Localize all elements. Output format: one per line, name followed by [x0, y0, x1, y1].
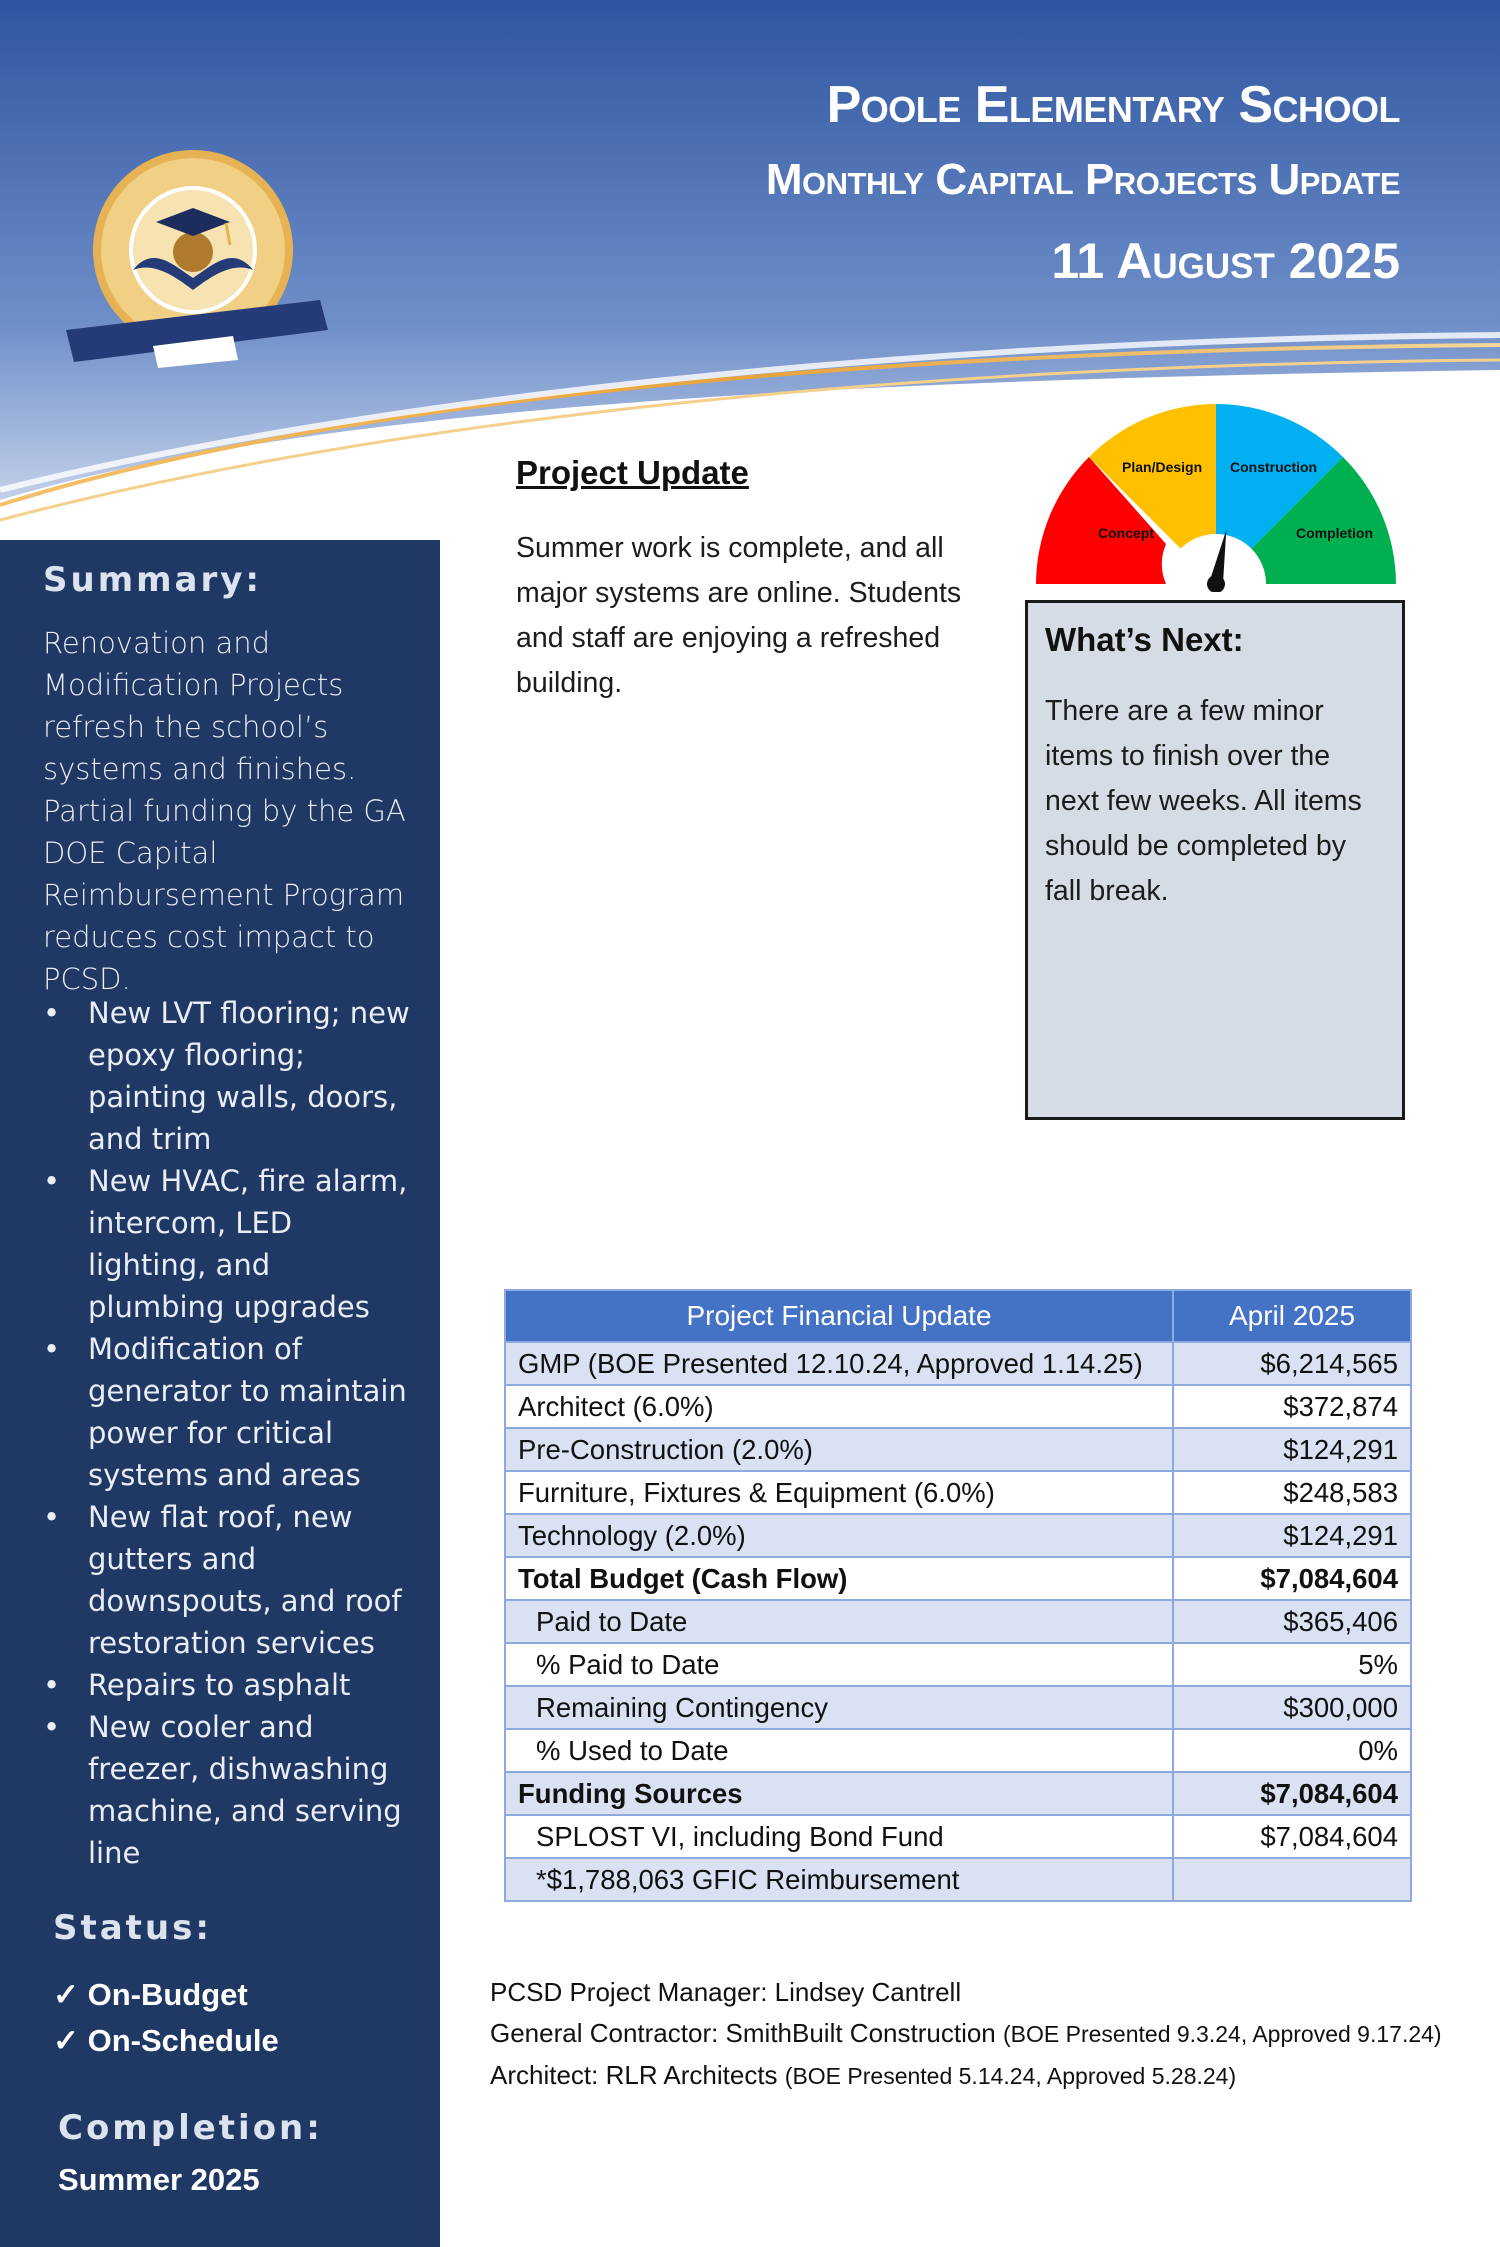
- row-value: $124,291: [1173, 1514, 1411, 1557]
- table-row: [505, 1471, 1411, 1514]
- list-item: [43, 1664, 413, 1706]
- row-label: Funding Sources: [505, 1772, 1173, 1815]
- table-row: [505, 1385, 1411, 1428]
- table-row: [505, 1342, 1411, 1385]
- row-value: $6,214,565: [1173, 1342, 1411, 1385]
- bullet-icon: •: [43, 1710, 61, 1744]
- row-value: $7,084,604: [1173, 1815, 1411, 1858]
- bullet-icon: •: [43, 1500, 61, 1534]
- gauge-label-construction: Construction: [1230, 459, 1318, 475]
- district-seal-icon: [58, 150, 338, 390]
- financial-table: [504, 1289, 1412, 1902]
- table-row: [505, 1686, 1411, 1729]
- report-date: 11 August 2025: [1051, 233, 1400, 289]
- row-value: $365,406: [1173, 1600, 1411, 1643]
- status-on-schedule: ✓ On-Schedule: [53, 2023, 279, 2058]
- sidebar: [0, 540, 440, 2247]
- list-item: [43, 1328, 413, 1496]
- row-label: Remaining Contingency: [505, 1686, 1173, 1729]
- list-item-text: New cooler and freezer, dishwashing machine, and serving line: [88, 1710, 402, 1870]
- row-label: *$1,788,063 GFIC Reimbursement: [505, 1858, 1173, 1901]
- table-header-row: [505, 1290, 1411, 1342]
- row-value: $300,000: [1173, 1686, 1411, 1729]
- district-logo: [58, 150, 338, 390]
- list-item: [43, 1496, 413, 1664]
- row-value: [1173, 1858, 1411, 1901]
- progress-gauge: [1034, 402, 1398, 592]
- row-label: % Used to Date: [505, 1729, 1173, 1772]
- gauge-label-concept: Concept: [1098, 525, 1154, 541]
- title-block: [766, 72, 1400, 300]
- table-row: [505, 1600, 1411, 1643]
- table-row: [505, 1858, 1411, 1901]
- gauge-svg: [1034, 402, 1398, 592]
- row-value: $7,084,604: [1173, 1557, 1411, 1600]
- row-value: 0%: [1173, 1729, 1411, 1772]
- general-contractor-line: [490, 2013, 1442, 2055]
- contractor-approval-note: (BOE Presented 9.3.24, Approved 9.17.24): [1003, 2021, 1442, 2047]
- summary-text: Renovation and Modification Projects refresh the school’s systems and finishes. Partial funding by the GA DOE Capital Reimbursement Program reduces cost impact to PCSD.: [43, 626, 406, 996]
- row-label: Total Budget (Cash Flow): [505, 1557, 1173, 1600]
- table-row: [505, 1729, 1411, 1772]
- project-update-text: Summer work is complete, and all major systems are online. Students and staff are enjoying a refreshed building.: [516, 532, 962, 699]
- list-item-text: Modification of generator to maintain power for critical systems and areas: [88, 1332, 407, 1492]
- report-subtitle: Monthly Capital Projects Update: [765, 155, 1400, 204]
- table-row: [505, 1643, 1411, 1686]
- column-header-amount: April 2025: [1173, 1290, 1411, 1342]
- row-value: $7,084,604: [1173, 1772, 1411, 1815]
- list-item-text: New LVT flooring; new epoxy flooring; painting walls, doors, and trim: [88, 996, 410, 1156]
- row-label: SPLOST VI, including Bond Fund: [505, 1815, 1173, 1858]
- project-contacts: [490, 1972, 1442, 2097]
- project-manager: PCSD Project Manager: Lindsey Cantrell: [490, 1977, 962, 2007]
- gauge-label-plan-design: Plan/Design: [1122, 459, 1203, 475]
- list-item: [43, 1706, 413, 1874]
- bullet-icon: •: [43, 1332, 61, 1366]
- row-value: $124,291: [1173, 1428, 1411, 1471]
- table-row: [505, 1514, 1411, 1557]
- row-label: % Paid to Date: [505, 1643, 1173, 1686]
- school-name: Poole Elementary School: [826, 76, 1400, 134]
- status-list: [53, 1972, 279, 2064]
- status-heading: Status:: [53, 1908, 212, 1948]
- bullet-icon: •: [43, 1668, 61, 1702]
- row-label: Technology (2.0%): [505, 1514, 1173, 1557]
- summary-heading: Summary:: [43, 560, 263, 600]
- row-label: GMP (BOE Presented 12.10.24, Approved 1.14.25): [505, 1342, 1173, 1385]
- row-value: $372,874: [1173, 1385, 1411, 1428]
- whats-next-text: There are a few minor items to finish over the next few weeks. All items should be completed by fall break.: [1045, 695, 1362, 907]
- row-label: Architect (6.0%): [505, 1385, 1173, 1428]
- scope-list: [43, 992, 413, 1874]
- row-value: 5%: [1173, 1643, 1411, 1686]
- table-row: [505, 1428, 1411, 1471]
- list-item-text: Repairs to asphalt: [88, 1668, 351, 1702]
- list-item: [43, 992, 413, 1160]
- gauge-label-completion: Completion: [1296, 525, 1373, 541]
- architect-line: [490, 2055, 1442, 2097]
- bullet-icon: •: [43, 1164, 61, 1198]
- completion-value: Summer 2025: [58, 2162, 260, 2197]
- general-contractor: General Contractor: SmithBuilt Construction: [490, 2018, 996, 2048]
- list-item-text: New HVAC, fire alarm, intercom, LED lighting, and plumbing upgrades: [88, 1164, 408, 1324]
- whats-next-heading: What’s Next:: [1045, 621, 1244, 658]
- row-label: Furniture, Fixtures & Equipment (6.0%): [505, 1471, 1173, 1514]
- table-row-total-budget: [505, 1557, 1411, 1600]
- row-label: Paid to Date: [505, 1600, 1173, 1643]
- table-row: [505, 1815, 1411, 1858]
- table-row-funding-sources: [505, 1772, 1411, 1815]
- whats-next-box: [1025, 600, 1405, 1120]
- list-item: [43, 1160, 413, 1328]
- column-header-item: Project Financial Update: [505, 1290, 1173, 1342]
- bullet-icon: •: [43, 996, 61, 1030]
- row-value: $248,583: [1173, 1471, 1411, 1514]
- architect-approval-note: (BOE Presented 5.14.24, Approved 5.28.24): [784, 2063, 1237, 2089]
- status-on-budget: ✓ On-Budget: [53, 1977, 248, 2012]
- architect: Architect: RLR Architects: [490, 2060, 778, 2090]
- project-update-heading: Project Update: [516, 454, 749, 491]
- completion-heading: Completion:: [58, 2108, 323, 2148]
- list-item-text: New flat roof, new gutters and downspouts, and roof restoration services: [88, 1500, 402, 1660]
- row-label: Pre-Construction (2.0%): [505, 1428, 1173, 1471]
